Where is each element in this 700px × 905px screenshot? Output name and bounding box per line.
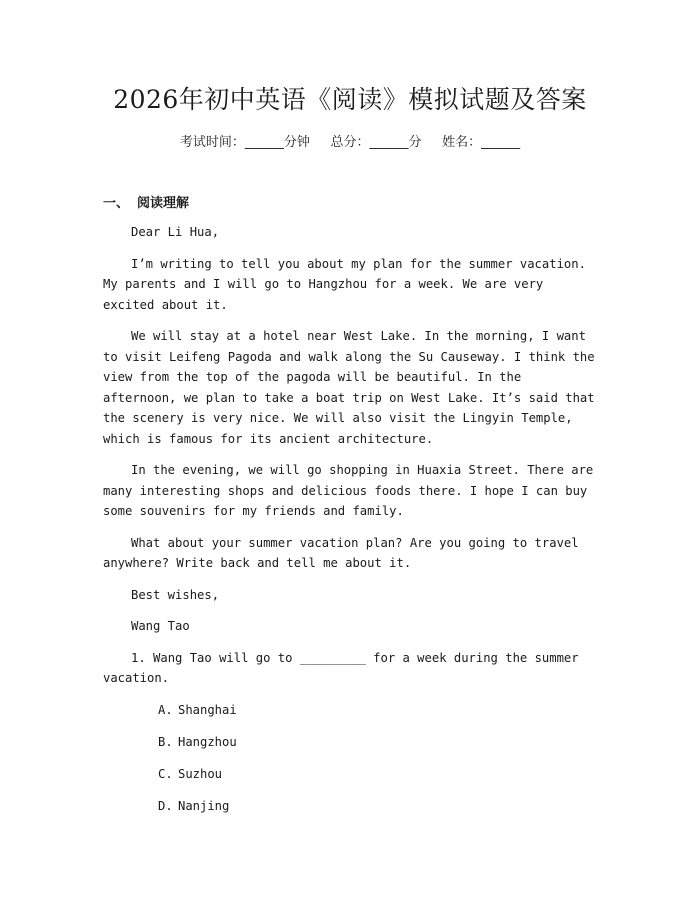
- option-text: Shanghai: [178, 702, 237, 717]
- letter-closing: Best wishes,: [131, 587, 220, 602]
- option-b[interactable]: [158, 732, 597, 753]
- option-text: Hangzhou: [178, 734, 237, 749]
- option-letter: C.: [158, 766, 173, 781]
- option-letter: D.: [158, 798, 173, 813]
- question-text: Wang Tao will go to _________ for a week during the summer vacation.: [103, 650, 579, 685]
- option-text: Suzhou: [178, 766, 223, 781]
- letter-paragraph: We will stay at a hotel near West Lake. In the morning, I want to visit Leifeng Pagoda and walk along the Su Causeway. I think the view from the top of the pagoda will be beautiful. In the afternoon, we plan to take a boat trip on West Lake. It’s said that the scenery is very nice. We will also visit the Lingyin Temple, which is famous for its ancient architecture.: [103, 329, 595, 446]
- letter-paragraph: I’m writing to tell you about my plan for the summer vacation. My parents and I will go to Hangzhou for a week. We are very excited about it.: [103, 256, 586, 312]
- option-a[interactable]: [158, 700, 597, 721]
- section-title: 阅读理解: [137, 196, 190, 211]
- option-c[interactable]: [158, 764, 597, 785]
- reading-passage: [103, 222, 597, 828]
- letter-greeting: Dear Li Hua,: [131, 225, 220, 239]
- exam-info-line: 考试时间：______分钟 总分：______分 姓名：______: [179, 135, 521, 150]
- option-letter: B.: [158, 734, 173, 749]
- letter-paragraph: What about your summer vacation plan? Are you going to travel anywhere? Write back and tell me about it.: [103, 535, 579, 570]
- question-1: [103, 648, 597, 689]
- question-number: 1.: [131, 650, 146, 665]
- section-number: 一、: [103, 196, 130, 211]
- letter-signature: Wang Tao: [131, 619, 190, 633]
- section-heading: [103, 192, 189, 211]
- option-text: Nanjing: [178, 798, 230, 813]
- letter-paragraph: In the evening, we will go shopping in Huaxia Street. There are many interesting shops and delicious foods there. I hope I can buy some souvenirs for my friends and family.: [103, 463, 594, 518]
- option-letter: A.: [158, 702, 173, 717]
- page-title: 2026年初中英语《阅读》模拟试题及答案: [113, 85, 587, 114]
- option-d[interactable]: [158, 796, 597, 817]
